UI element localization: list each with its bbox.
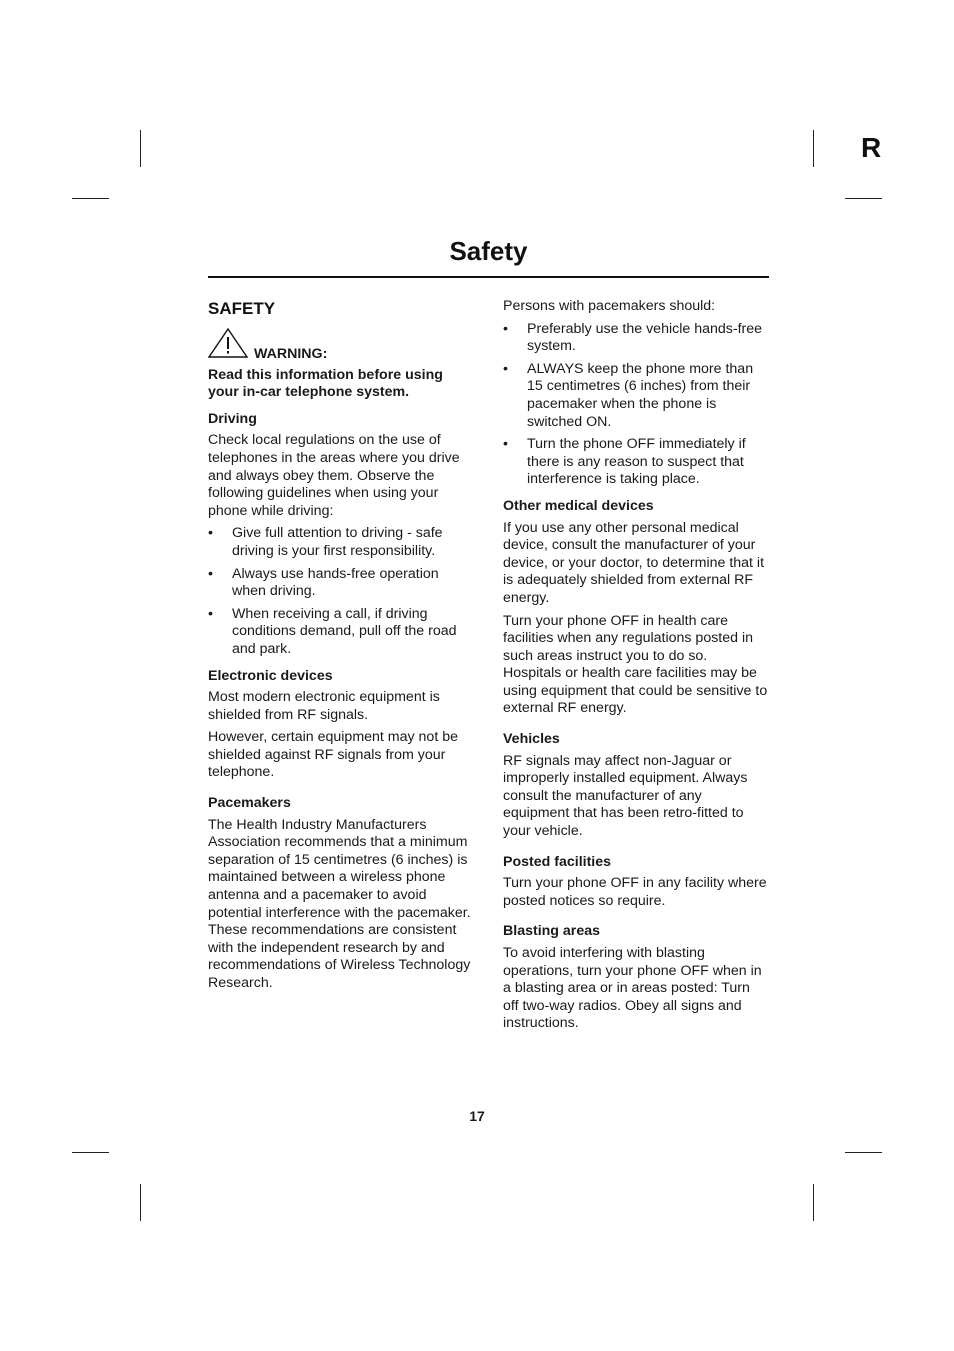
warning-row [208, 336, 473, 364]
other-medical-heading: Other medical devices [503, 497, 654, 514]
electronic-heading: Electronic devices [208, 667, 333, 684]
title-divider [208, 276, 769, 278]
warning-text: Read this information before using your in-car telephone system. [208, 366, 443, 401]
vehicles-text: RF signals may affect non-Jaguar or improperly installed equipment. Always consult the manufacturer of any equipment that has been retro-fitted to your vehicle. [503, 752, 748, 840]
pacemakers-text: The Health Industry Manufacturers Association recommends that a minimum separation of 15 centimetres (6 inches) is maintained between a wireless phone antenna and a pacemaker to avoid potential interference with the pacemaker. These recommendations are consistent with the independent research by and recommendations of Wireless Technology Research. [208, 816, 471, 991]
left-column [208, 298, 473, 998]
electronic-para-1: Most modern electronic equipment is shielded from RF signals. [208, 689, 440, 723]
page-title: Safety [449, 236, 528, 266]
list-item: • Give full attention to driving - safe driving is your first responsibility. [208, 525, 443, 559]
driving-intro: Check local regulations on the use of telephones in the areas where you drive and always obey them. Observe the following guidelines when using your phone while driving: [208, 432, 460, 519]
blasting-heading: Blasting areas [503, 923, 600, 940]
list-item: • Preferably use the vehicle hands-free system. [503, 320, 763, 355]
blasting-text: To avoid interfering with blasting operations, turn your phone OFF when in a blasting area or in areas posted: Turn off two-way radios. Obey all signs and instructions. [503, 945, 762, 1032]
list-item: • Turn the phone OFF immediately if there is any reason to suspect that interference is taking place. [503, 436, 746, 488]
other-medical-para-2: Turn your phone OFF in health care facilities when any regulations posted in such areas instruct you to do so. Hospitals or health care facilities may be using equipment that could be sensitive to external RF energy. [503, 612, 768, 717]
crop-mark [140, 130, 141, 167]
bullet-icon: • [503, 360, 508, 377]
bullet-icon: • [503, 320, 508, 337]
crop-mark [72, 198, 109, 199]
driving-heading: Driving [208, 410, 257, 427]
list-item: • Always use hands-free operation when driving. [208, 565, 439, 600]
electronic-para-2: However, certain equipment may not be shielded against RF signals from your telephone. [208, 729, 458, 781]
crop-mark [140, 1184, 141, 1221]
warning-triangle-icon [208, 328, 248, 364]
crop-mark [72, 1152, 109, 1153]
pacemaker-intro: Persons with pacemakers should: [503, 298, 716, 314]
bullet-icon: • [503, 436, 508, 453]
list-item: • ALWAYS keep the phone more than 15 centimetres (6 inches) from their pacemaker when the phone is switched ON. [503, 360, 754, 430]
crop-mark [813, 130, 814, 167]
page-number: 17 [469, 1108, 485, 1124]
section-heading: SAFETY [208, 299, 276, 318]
pacemakers-heading: Pacemakers [208, 795, 291, 812]
vehicles-heading: Vehicles [503, 731, 560, 748]
bullet-icon: • [208, 565, 213, 582]
section-letter: R [861, 132, 882, 163]
driving-list [208, 525, 473, 658]
posted-text: Turn your phone OFF in any facility where posted notices so require. [503, 875, 767, 909]
other-medical-para-1: If you use any other personal medical device, consult the manufacturer of your device, or your doctor, to determine that it is adequately shielded from external RF energy. [503, 519, 765, 606]
crop-mark [845, 1152, 882, 1153]
pacemaker-list [503, 321, 768, 489]
list-item: • When receiving a call, if driving conditions demand, pull off the road and park. [208, 605, 457, 657]
warning-label: WARNING: [254, 346, 328, 362]
right-column [503, 298, 768, 1038]
crop-mark [845, 198, 882, 199]
posted-heading: Posted facilities [503, 853, 612, 870]
crop-mark [813, 1184, 814, 1221]
bullet-icon: • [208, 525, 213, 542]
bullet-icon: • [208, 605, 213, 622]
